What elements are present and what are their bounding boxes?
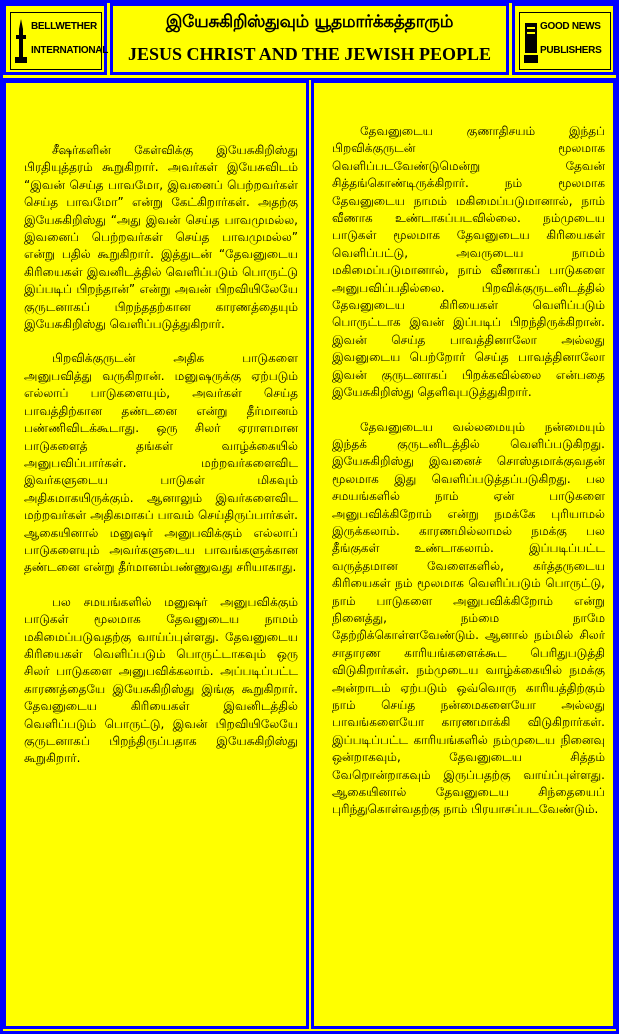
good-news-logo <box>519 12 611 70</box>
good-news-logo-line2: PUBLISHERS <box>540 45 602 56</box>
left-column-text <box>24 142 298 785</box>
left-paragraph-2: பிறவிக்குருடன் அதிக பாடுகளை அனுபவித்து வருகிறான். மனுஷருக்கு ஏற்படும் எல்லாப் பாடுகளையும், அவர்கள் செய்த பாவத்திற்கான தண்டனை என்று தீர்மானம் பண்ணிவிடக்கூடாது. ஒரு சிலர் ஏராளமான பாடுகளைத் தங்கள் வாழ்க்கையில் அனுபவிப்பார்கள். மற்றவர்களைவிட இவர்களுடைய பாடுகள் மிகவும் அதிகமாகயிருக்கும். ஆனாலும் இவர்களைவிட மற்றவர்கள் அதிகமாகப் பாவம் செய்திருப்பார்கள். ஆகையினால் மனுஷர் அனுபவிக்கும் எல்லாப் பாடுகளையும் அவர்களுடைய பாவங்களுக்கான தண்டனை என்று தீர்மானம்பண்ணுவது சரியாகாது. <box>24 351 298 575</box>
good-news-logo-box <box>512 3 616 75</box>
right-column-text <box>332 123 605 836</box>
bellwether-logo-text <box>31 21 109 57</box>
page-title-tamil: இயேசுகிறிஸ்துவும் யூதமார்க்கத்தாரும் <box>165 12 454 32</box>
right-column <box>311 80 616 1029</box>
bellwether-logo-box <box>3 3 107 75</box>
good-news-logo-line1: GOOD NEWS <box>540 21 601 32</box>
right-paragraph-1: தேவனுடைய குணாதிசயம் இந்தப் பிறவிக்குருடன் மூலமாக வெளிப்படவேண்டுமென்று தேவன் சித்தங்கொண்டிருக்கிறார். நம் மூலமாக தேவனுடைய நாமம் மகிமைப்படுமானால், நாம் வீணாக உண்டாகப்படவில்லை. நம்முடைய பாடுகள் மூலமாக தேவனுடைய கிரியைகள் வெளிப்பட்டு, அவருடைய நாமம் மகிமைப்படுமானால், நாம் வீணாகப் பாடுகளை அனுபவிப்பதில்லை. பிறவிக்குருடனிடத்தில் தேவனுடைய கிரியைகள் வெளிப்படும் பொருட்டாக இவன் இப்படிப் பிறந்திருக்கிறான். இவன் செய்த பாவத்தினாலோ அல்லது இவனுடைய பெற்றோர் செய்த பாவத்தினாலோ இவன் குருடனாகப் பிறக்கவில்லை என்பதை இயேசுகிறிஸ்து தெளிவுபடுத்துகிறார். <box>332 124 605 400</box>
page-title-english: JESUS CHRIST AND THE JEWISH PEOPLE <box>128 44 491 64</box>
left-column <box>3 80 309 1029</box>
book-icon <box>524 19 538 63</box>
page-header <box>0 0 619 79</box>
tower-icon <box>15 19 27 63</box>
bellwether-logo <box>10 12 109 70</box>
bellwether-logo-line2: INTERNATIONAL <box>31 45 109 56</box>
title-box <box>110 3 509 75</box>
left-paragraph-3: பல சமயங்களில் மனுஷர் அனுபவிக்கும் பாடுகள் மூலமாக தேவனுடைய நாமம் மகிமைப்படுவதற்கு வாய்ப்புள்ளது. தேவனுடைய கிரியைகள் வெளிப்படும் பொருட்டாகவும் ஒரு சிலர் பாடுகளை அனுபவிக்கலாம். அப்படிப்பட்ட காரணத்தையே இயேசுகிறிஸ்து இங்கு கூறுகிறார். தேவனுடைய கிரியைகள் இவனிடத்தில் வெளிப்படும் பொருட்டு, இவன் பிறவியிலேயே குருடனாகப் பிறந்திருப்பதாக இயேசுகிறிஸ்து கூறுகிறார். <box>24 594 298 766</box>
good-news-logo-text <box>540 21 610 57</box>
bellwether-logo-line1: BELLWETHER <box>31 21 97 32</box>
left-paragraph-1: சீஷர்களின் கேள்விக்கு இயேசுகிறிஸ்து பிரதியுத்தரம் கூறுகிறார். அவர்கள் இயேசுவிடம் “இவன் செய்த பாவமோ, இவனைப் பெற்றவர்கள் செய்த பாவமோ” என்று கேட்கிறார்கள். அதற்கு இயேசுகிறிஸ்து “அது இவன் செய்த பாவமுமல்ல, இவனைப் பெற்றவர்கள் செய்த பாவமுமல்ல” என்று பதில் கூறுகிறார். இத்துடன் “தேவனுடைய கிரியைகள் இவனிடத்தில் வெளிப்படும் பொருட்டு இப்படிப் பிறந்தான்” என்று அவன் பிறவியிலேயே குருடனாகப் பிறந்ததற்கான காரணத்தையும் இயேசுகிறிஸ்து வெளிப்படுத்துகிறார். <box>24 143 298 332</box>
right-paragraph-2: தேவனுடைய வல்லமையும் நன்மையும் இந்தக் குருடனிடத்தில் வெளிப்படுகிறது. இயேசுகிறிஸ்து இவனைச் சொஸ்தமாக்குவதன் மூலமாக இது வெளிப்படுத்தப்படுகிறது. பல சமயங்களில் நாம் ஏன் பாடுகளை அனுபவிக்கிறோம் என்று நமக்கே புரியாமல் இருக்கலாம். காரணமில்லாமல் நமக்கு பல தீங்குகள் உண்டாகலாம். இப்படிப்பட்ட வருத்தமான வேளைகளில், கர்த்தருடைய கிரியைகள் நம் மூலமாக வெளிப்படும் பொருட்டு, நாம் பாடுகளை அனுபவிக்கிறோம் என்று நினைத்து, நம்மை நாமே தேற்றிக்கொள்ளவேண்டும். ஆனால் நம்மில் சிலர் சாதாரண காரியங்களைக்கூட பெரிதுபடுத்தி விடுகிறார்கள். நம்முடைய வாழ்க்கையில் நமக்கு அன்றாடம் ஏற்படும் ஒவ்வொரு காரியத்திற்கும் நாம் செய்த நன்மைகளையோ அல்லது பாவங்களையோ காரணமாக்கி விடுகிறார்கள். இப்படிப்பட்ட காரியங்களில் நம்முடைய நினைவு ஒன்றாகவும், தேவனுடைய சித்தம் வேறொன்றாகவும் இருப்பதற்கு வாய்ப்புள்ளது. ஆகையினால் தேவனுடைய சிந்தையைப் புரிந்துகொள்வதற்கு நாம் பிரயாசப்படவேண்டும். <box>332 419 605 817</box>
